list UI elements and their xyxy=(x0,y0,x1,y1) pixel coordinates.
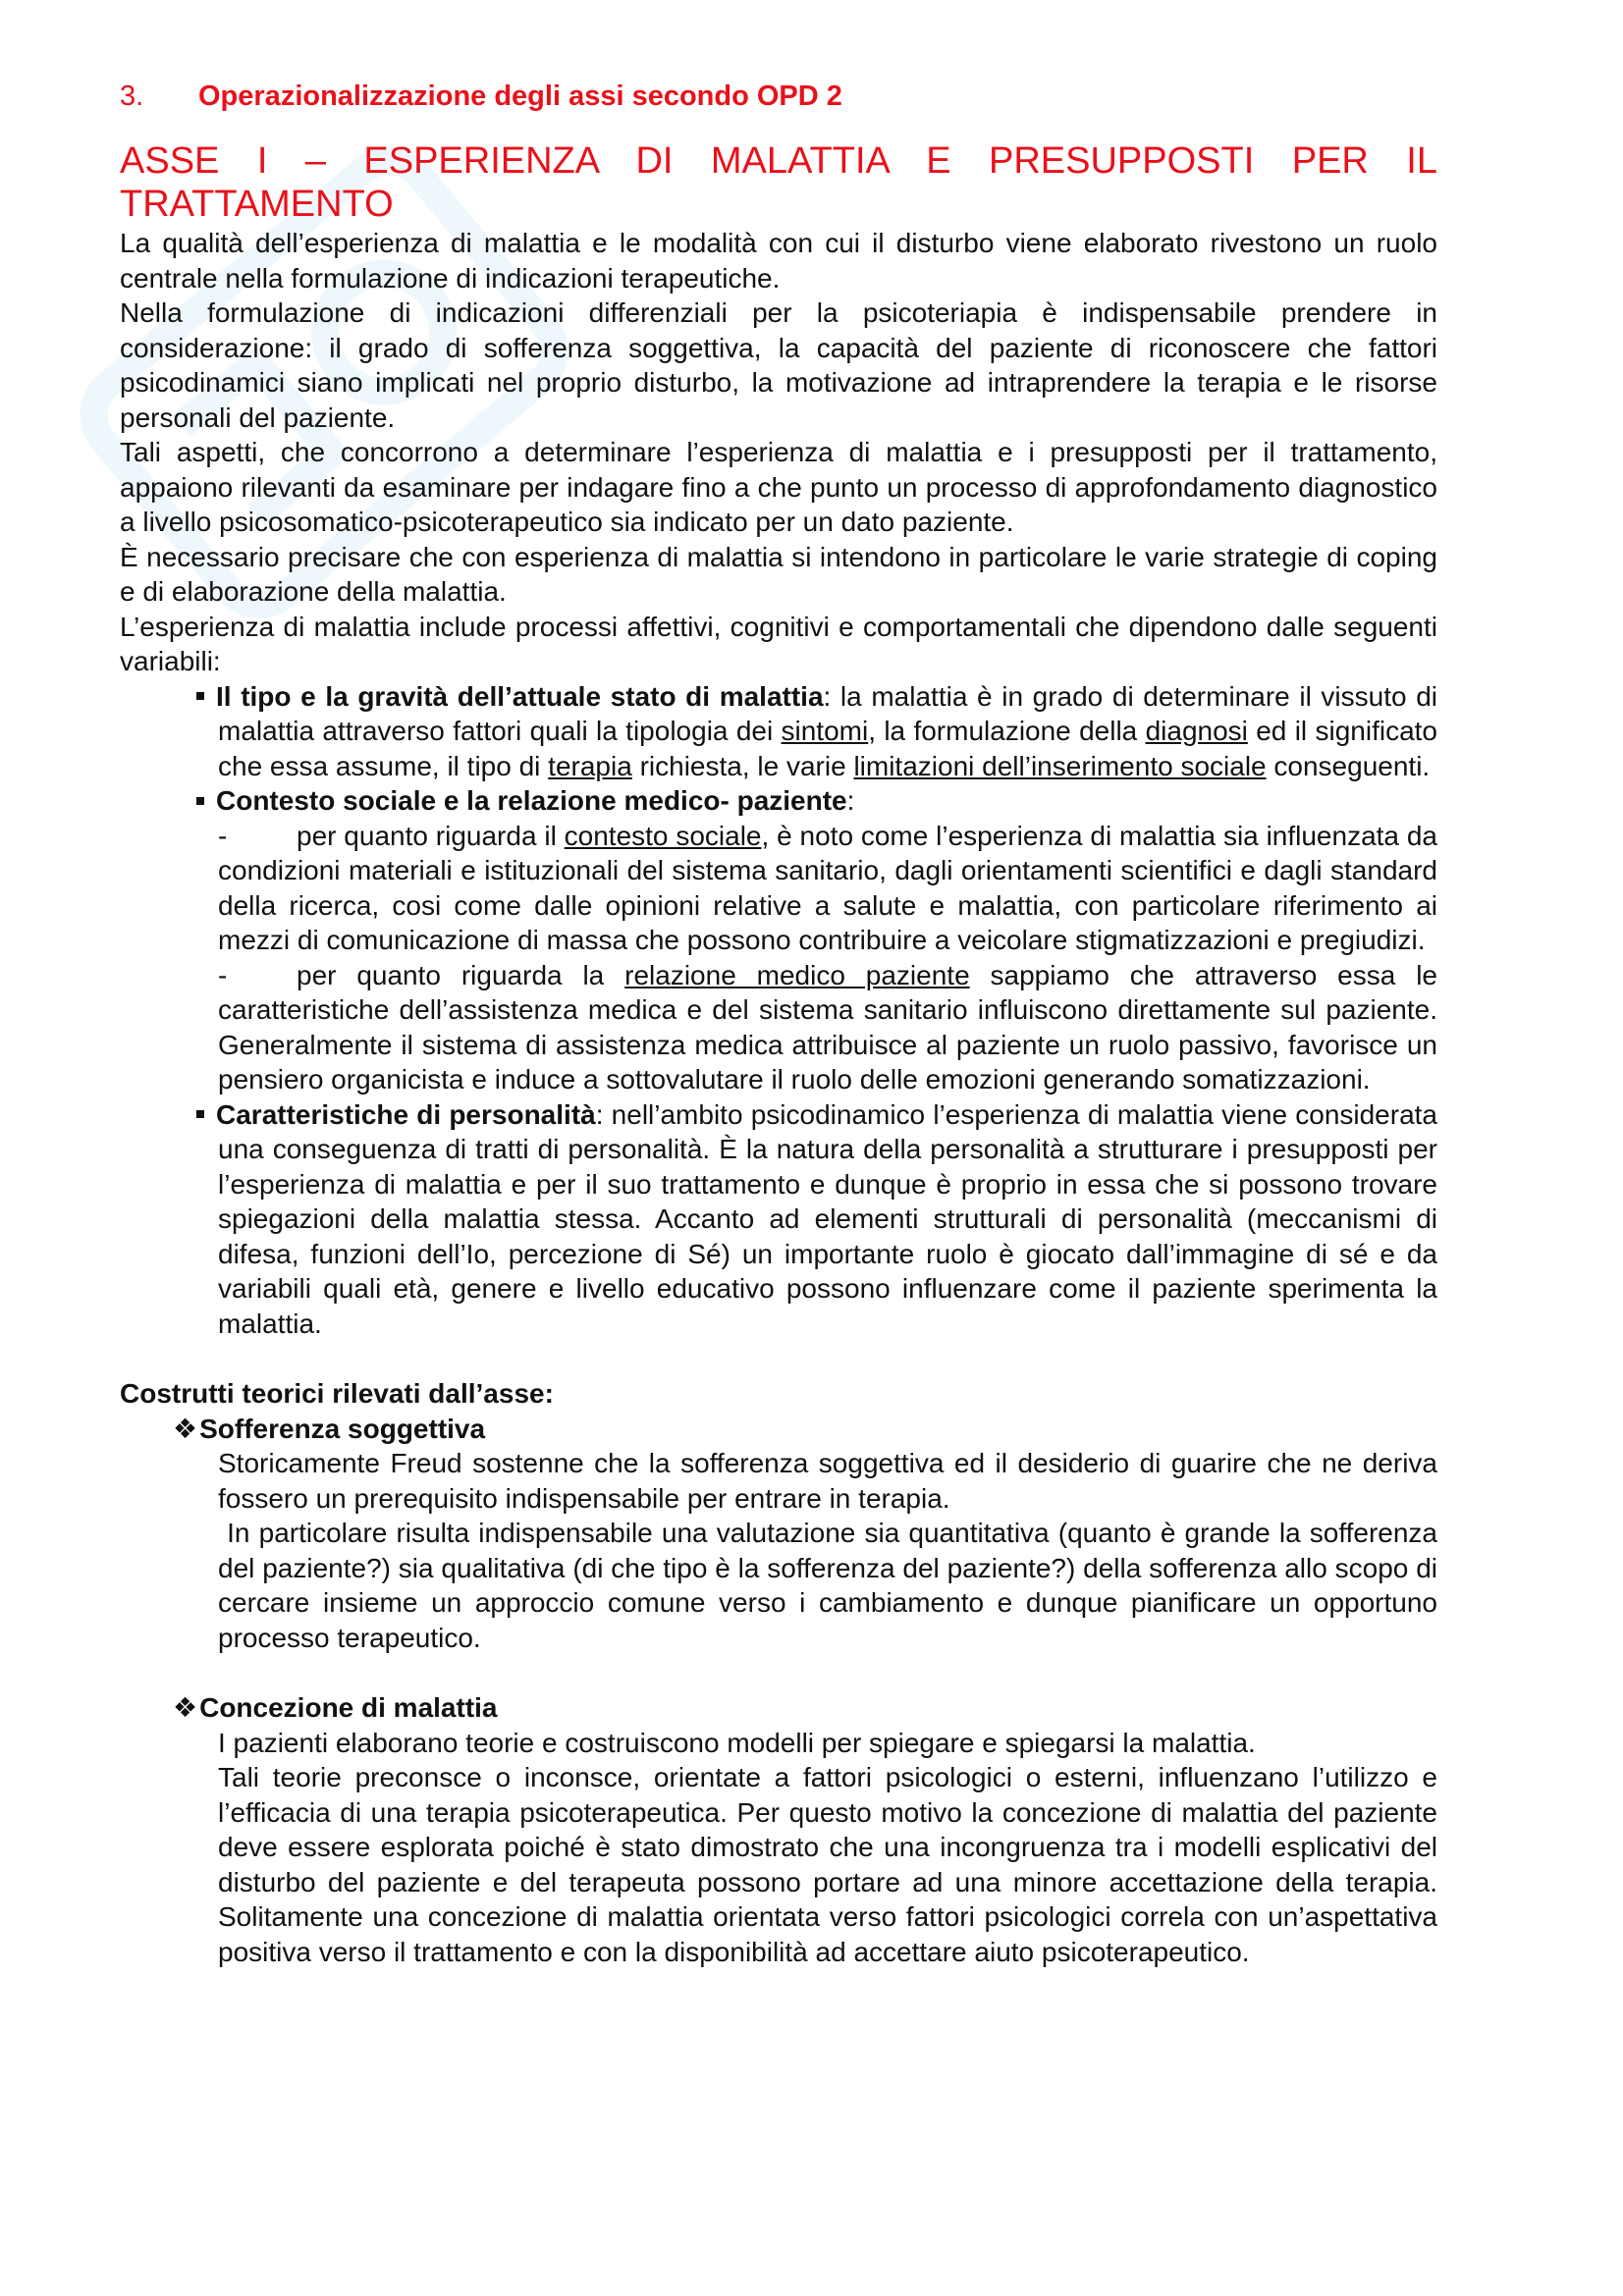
square-bullet-icon xyxy=(196,1110,204,1118)
section-title: Operazionalizzazione degli assi secondo OPD 2 xyxy=(198,80,842,112)
subitem-doctor-patient: - per quanto riguarda la relazione medico paziente sappiamo che attraverso essa le caratteristiche dell’assistenza medica e del sistema sanitario influiscono direttamente sul paziente. Generalmente il sistema di assistenza medica attribuisce al paziente un ruolo passivo, favorisce un pensiero organicista e induce a sottovalutare il ruolo delle emozioni generando somatizzazioni. xyxy=(218,959,1437,1095)
subitem-social-context: - per quanto riguarda il contesto sociale, è noto come l’esperienza di malattia sia influenzata da condizioni materiali e istituzionali del sistema sanitario, dagli orientamenti scientifici e dagli standard della ricerca, cosi come dalle opinioni relative a salute e malattia, con particolare riferimento ai mezzi di comunicazione di massa che possono contribuire a veicolare stigmatizzazioni e pregiudizi. xyxy=(218,820,1437,955)
list-item-social-context: Contesto sociale e la relazione medico- paziente: xyxy=(120,783,1437,819)
square-bullet-icon xyxy=(196,797,204,805)
document-content xyxy=(120,73,1445,1969)
page-title: ASSE I – ESPERIENZA DI MALATTIA E PRESUPPOSTI PER IL TRATTAMENTO xyxy=(120,140,1437,225)
intro-paragraph-4: È necessario precisare che con esperienza di malattia si intendono in particolare le varie strategie di coping e di elaborazione della malattia. xyxy=(120,541,1437,607)
variables-list-cont xyxy=(120,1097,1437,1342)
diamond-bullet-icon: ❖ xyxy=(173,1692,198,1723)
construct-title-2: ❖Concezione di malattia xyxy=(173,1692,498,1723)
intro-paragraph-5: L’esperienza di malattia include processi affettivi, cognitivi e comportamentali che dipendono dalle seguenti variabili: xyxy=(120,611,1437,676)
section-heading xyxy=(120,73,1437,120)
square-bullet-icon xyxy=(196,692,204,700)
construct-body-2: I pazienti elaborano teorie e costruiscono modelli per spiegare e spiegarsi la malattia. Tali teorie preconsce o inconsce, orientate a fattori psicologici o esterni, influenzano l’utilizzo e l’efficacia di una terapia psicoterapeutica. Per questo motivo la concezione di malattia del paziente deve essere esplorata poiché è stato dimostrato che una incongruenza tra i modelli esplicativi del disturbo del paziente e del terapeuta possono portare ad una minore accettazione della terapia. Solitamente una concezione di malattia orientata verso fattori psicologici correla con un’aspettativa positiva verso il trattamento e con la disponibilità ad accettare aiuto psicoterapeutico. xyxy=(218,1727,1437,1967)
intro-paragraph-3: Tali aspetti, che concorrono a determinare l’esperienza di malattia e i presupposti per il trattamento, appaiono rilevanti da esaminare per indagare fino a che punto un processo di approfondamento diagnostico a livello psicosomatico-psicoterapeutico sia indicato per un dato paziente. xyxy=(120,437,1437,537)
list-item-disease-type: Il tipo e la gravità dell’attuale stato di malattia: la malattia è in grado di determinare il vissuto di malattia attraverso fattori quali la tipologia dei sintomi, la formulazione della diagnosi ed il significato che essa assume, il tipo di terapia richiesta, le varie limitazioni dell’inserimento sociale conseguenti. xyxy=(120,679,1437,784)
bullet-heading: Contesto sociale e la relazione medico- paziente xyxy=(216,785,847,816)
list-item-personality: Caratteristiche di personalità: nell’ambito psicodinamico l’esperienza di malattia viene considerata una conseguenza di tratti di personalità. È la natura della personalità a strutturare i presupposti per l’esperienza di malattia e per il suo trattamento e dunque è proprio in essa che si possono trovare spiegazioni della malattia stessa. Accanto ad elementi strutturali di personalità (meccanismi di difesa, funzioni dell’Io, percezione di Sé) un importante ruolo è giocato dall’immagine di sé e da variabili quali età, genere e livello educativo possono influenzare come il paziente sperimenta la malattia. xyxy=(120,1097,1437,1342)
bullet-heading: Caratteristiche di personalità xyxy=(216,1098,596,1130)
intro-paragraph-1: La qualità dell’esperienza di malattia e le modalità con cui il disturbo viene elaborato rivestono un ruolo centrale nella formulazione di indicazioni terapeutiche. xyxy=(120,228,1437,294)
constructs-heading: Costrutti teorici rilevati dall’asse: xyxy=(120,1378,554,1409)
construct-title-1: ❖Sofferenza soggettiva xyxy=(173,1413,486,1444)
bullet-heading: Il tipo e la gravità dell’attuale stato di malattia xyxy=(216,680,824,712)
diamond-bullet-icon: ❖ xyxy=(173,1413,198,1444)
construct-body-1: Storicamente Freud sostenne che la sofferenza soggettiva ed il desiderio di guarire che ne deriva fossero un prerequisito indispensabile per entrare in terapia. In particolare risulta indispensabile una valutazione sia quantitativa (quanto è grande la sofferenza del paziente?) sia qualitativa (di che tipo è la sofferenza del paziente?) della sofferenza allo scopo di cercare insieme un approccio comune verso i cambiamento e dunque pianificare un opportuno processo terapeutico. xyxy=(218,1448,1445,1653)
intro-paragraph-2: Nella formulazione di indicazioni differenziali per la psicoteriapia è indispensabile prendere in considerazione: il grado di sofferenza soggettiva, la capacità del paziente di riconoscere che fattori psicodinamici siano implicati nel proprio disturbo, la motivazione ad intraprendere la terapia e le risorse personali del paziente. xyxy=(120,297,1437,433)
section-number: 3. xyxy=(120,80,144,112)
variables-list xyxy=(120,679,1437,819)
social-context-subitems xyxy=(120,819,1437,1097)
